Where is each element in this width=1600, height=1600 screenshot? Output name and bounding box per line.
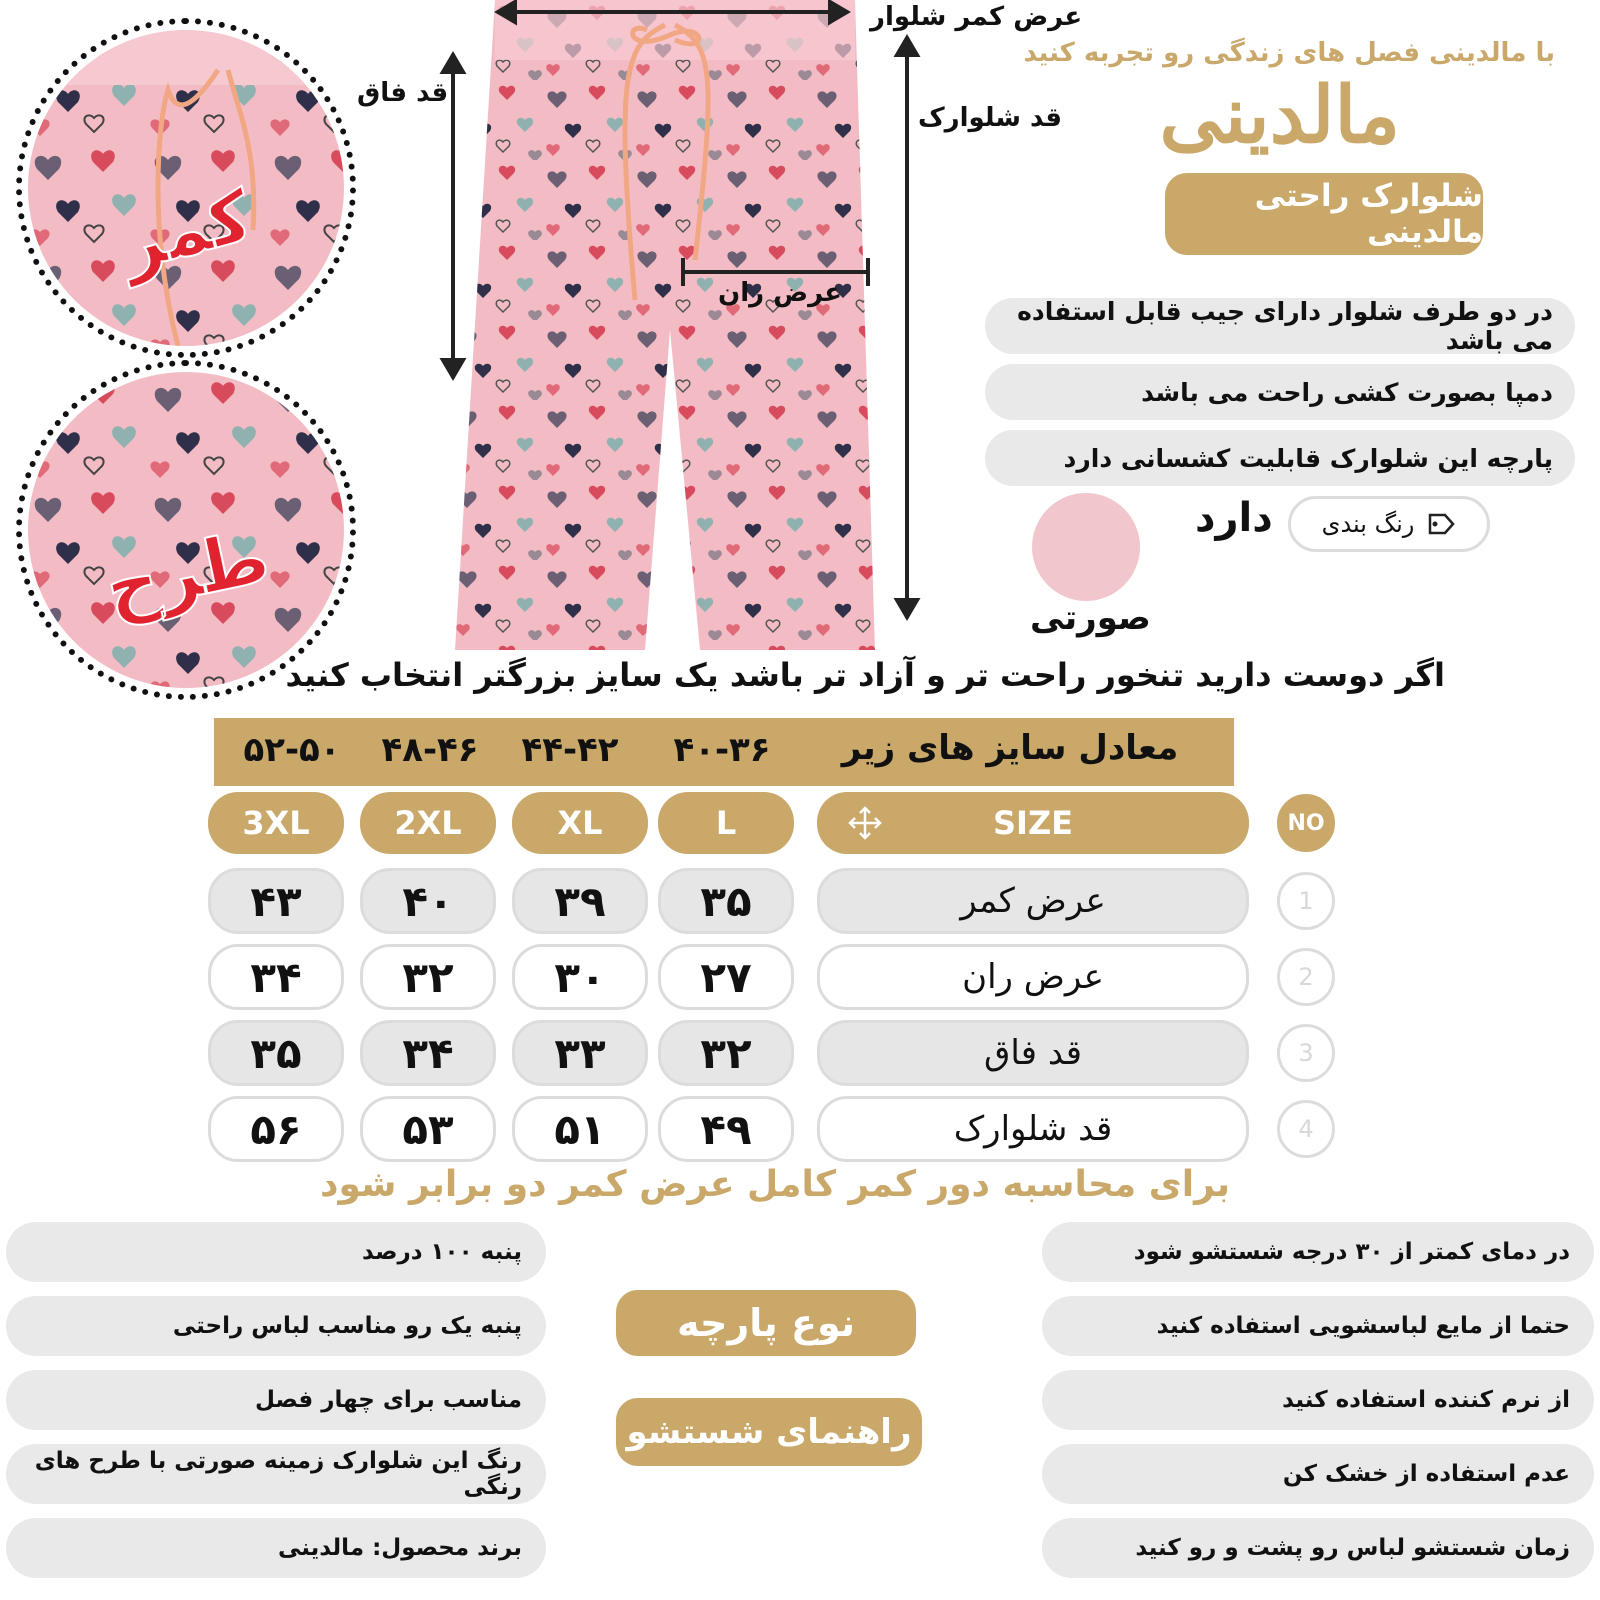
- cell-value: ۳۵: [700, 876, 752, 926]
- brand-logo: مالدینی: [1159, 70, 1400, 161]
- cell-value: ۵۳: [402, 1104, 454, 1154]
- size-xl-header: [512, 792, 648, 854]
- fabric-item: [6, 1296, 546, 1356]
- row-number: [1277, 1024, 1335, 1082]
- cell-value: ۳۳: [554, 1028, 606, 1078]
- size-header: [817, 792, 1249, 854]
- table-cell: [360, 1096, 496, 1162]
- table-cell: [208, 1020, 344, 1086]
- washing-item-text: از نرم کننده استفاده کنید: [1282, 1387, 1570, 1413]
- color-option-label: رنگ بندی: [1321, 510, 1415, 538]
- row-number-text: 2: [1298, 963, 1314, 991]
- table-cell: [360, 868, 496, 934]
- feature-item: [985, 298, 1575, 354]
- table-cell: [512, 1096, 648, 1162]
- feature-text: پارچه این شلوارک قابلیت کشسانی دارد: [1063, 443, 1553, 473]
- label-rise: قد فاق: [357, 78, 449, 108]
- no-header: [1277, 794, 1335, 852]
- color-option-badge: [1288, 496, 1490, 552]
- row-number-text: 4: [1298, 1115, 1314, 1143]
- fabric-item: [6, 1518, 546, 1578]
- washing-item-text: عدم استفاده از خشک کن: [1282, 1461, 1570, 1487]
- color-swatch-name: صورتی: [1030, 598, 1151, 638]
- color-swatch-pink: [1032, 493, 1140, 601]
- brand-tagline: با مالدینی فصل های زندگی رو تجربه کنید: [1023, 38, 1555, 68]
- row-number: [1277, 1100, 1335, 1158]
- waist-calculation-note: برای محاسبه دور کمر کامل عرض کمر دو برابر شود: [320, 1164, 1230, 1205]
- cell-value: ۳۴: [402, 1028, 454, 1078]
- equiv-size-xl: ۴۴-۴۲: [521, 730, 619, 770]
- label-thigh: عرض ران: [718, 278, 843, 308]
- table-cell: [658, 944, 794, 1010]
- washing-item: [1042, 1518, 1594, 1578]
- table-cell: [512, 868, 648, 934]
- size-l-text: L: [715, 804, 737, 842]
- equiv-size-3xl: ۵۲-۵۰: [243, 730, 341, 770]
- product-title-badge: [1165, 173, 1483, 255]
- table-cell: [208, 1096, 344, 1162]
- washing-guide-title-text: راهنمای شستشو: [626, 1412, 912, 1452]
- feature-text: دمپا بصورت کشی راحت می باشد: [1141, 377, 1553, 407]
- cell-value: ۴۳: [250, 876, 302, 926]
- cell-value: ۳۰: [554, 952, 606, 1002]
- size-3xl-header: [208, 792, 344, 854]
- row-number: [1277, 872, 1335, 930]
- feature-item: [985, 430, 1575, 486]
- feature-item: [985, 364, 1575, 420]
- table-cell: [658, 1020, 794, 1086]
- row-number-text: 3: [1298, 1039, 1314, 1067]
- size-header-text: SIZE: [993, 804, 1074, 842]
- fabric-item-text: رنگ این شلوارک زمینه صورتی با طرح های رنگی: [34, 1448, 522, 1500]
- size-2xl-header: [360, 792, 496, 854]
- fabric-item: [6, 1222, 546, 1282]
- table-row-label: [817, 1020, 1249, 1086]
- table-cell: [360, 1020, 496, 1086]
- fabric-item-text: مناسب برای چهار فصل: [254, 1387, 522, 1413]
- cell-value: ۳۲: [700, 1028, 752, 1078]
- cell-value: ۳۴: [250, 952, 302, 1002]
- product-title: شلوارک راحتی مالدینی: [1254, 178, 1483, 250]
- tag-icon: [1426, 512, 1456, 536]
- table-cell: [658, 868, 794, 934]
- equiv-size-2xl: ۴۸-۴۶: [381, 730, 479, 770]
- row-label-text: قد فاق: [984, 1033, 1082, 1073]
- cell-value: ۴۹: [700, 1104, 752, 1154]
- cell-value: ۳۵: [250, 1028, 302, 1078]
- row-number-text: 1: [1298, 887, 1314, 915]
- move-arrows-icon: [847, 805, 883, 849]
- washing-item: [1042, 1296, 1594, 1356]
- cell-value: ۲۷: [700, 952, 752, 1002]
- fabric-item-text: پنبه یک رو مناسب لباس راحتی: [172, 1313, 522, 1339]
- table-row-label: [817, 868, 1249, 934]
- pattern-circle-label: طرح: [98, 513, 277, 631]
- label-length: قد شلوارک: [918, 103, 1063, 133]
- washing-item-text: در دمای کمتر از ۳۰ درجه شستشو شود: [1133, 1239, 1570, 1265]
- row-label-text: عرض کمر: [960, 881, 1106, 921]
- table-cell: [512, 944, 648, 1010]
- row-number: [1277, 948, 1335, 1006]
- color-option-value: دارد: [1195, 495, 1273, 541]
- cell-value: ۴۰: [402, 876, 454, 926]
- row-label-text: عرض ران: [962, 957, 1104, 997]
- fabric-type-title-text: نوع پارچه: [676, 1301, 856, 1345]
- fabric-item: [6, 1444, 546, 1504]
- size-2xl-text: 2XL: [394, 804, 462, 842]
- cell-value: ۵۶: [250, 1104, 302, 1154]
- cell-value: ۵۱: [554, 1104, 606, 1154]
- waist-circle-label: کمر: [111, 174, 260, 288]
- washing-item: [1042, 1370, 1594, 1430]
- fabric-item-text: پنبه ۱۰۰ درصد: [361, 1239, 522, 1265]
- fabric-item-text: برند محصول: مالدینی: [277, 1535, 522, 1561]
- label-waist-width: عرض کمر شلوار: [870, 2, 1083, 32]
- cell-value: ۳۹: [554, 876, 606, 926]
- washing-guide-title: [616, 1398, 922, 1466]
- table-row-label: [817, 944, 1249, 1010]
- fabric-type-title: [616, 1290, 916, 1356]
- table-cell: [512, 1020, 648, 1086]
- equiv-size-l: ۴۰-۳۶: [673, 730, 771, 770]
- table-cell: [208, 868, 344, 934]
- feature-text: در دو طرف شلوار دارای جیب قابل استفاده می باشد: [1017, 297, 1553, 355]
- size-xl-text: XL: [557, 804, 603, 842]
- table-cell: [208, 944, 344, 1010]
- size-advice: اگر دوست دارید تنخور راحت تر و آزاد تر باشد یک سایز بزرگتر انتخاب کنید: [285, 656, 1445, 694]
- size-3xl-text: 3XL: [242, 804, 310, 842]
- washing-item-text: زمان شستشو لباس رو پشت و رو کنید: [1135, 1535, 1570, 1561]
- fabric-item: [6, 1370, 546, 1430]
- washing-item-text: حتما از مایع لباسشویی استفاده کنید: [1156, 1313, 1570, 1339]
- washing-item: [1042, 1444, 1594, 1504]
- row-label-text: قد شلوارک: [953, 1109, 1113, 1149]
- cell-value: ۳۲: [402, 952, 454, 1002]
- size-l-header: [658, 792, 794, 854]
- table-cell: [360, 944, 496, 1010]
- table-row-label: [817, 1096, 1249, 1162]
- equivalence-label: معادل سایز های زیر: [841, 728, 1179, 768]
- washing-item: [1042, 1222, 1594, 1282]
- table-cell: [658, 1096, 794, 1162]
- no-header-text: NO: [1287, 810, 1325, 836]
